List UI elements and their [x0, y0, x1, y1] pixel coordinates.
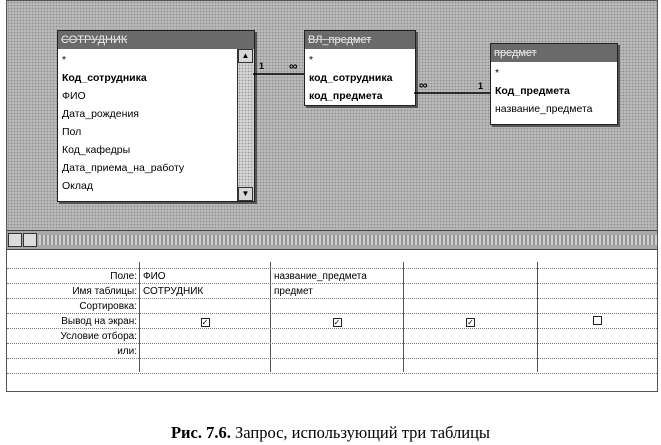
show-checkbox[interactable]: ✓ [467, 318, 474, 327]
field-item[interactable]: название_предмета [495, 103, 593, 115]
grid-cell-table-1[interactable]: СОТРУДНИК [143, 286, 204, 297]
row-label: или: [117, 346, 137, 357]
grid-cell-criteria-3[interactable] [404, 329, 537, 344]
row-label: Поле: [110, 271, 137, 282]
relation-many-label: ∞ [289, 59, 298, 73]
field-item[interactable]: Код_сотрудника [62, 72, 147, 84]
grid-row-field [7, 268, 657, 284]
splitter-left-arrow-icon[interactable] [8, 233, 22, 247]
splitter-right-arrow-icon[interactable] [23, 233, 37, 247]
grid-row-or [7, 343, 657, 359]
grid-cell-or-1[interactable] [140, 344, 270, 359]
relation-one-label: 1 [259, 61, 265, 71]
grid-cell-show-3 [404, 314, 537, 329]
grid-cell-field-2[interactable]: название_предмета [274, 271, 367, 282]
field-list-subject-title[interactable]: предмет [491, 44, 617, 62]
grid-cell-table-2[interactable]: предмет [274, 286, 313, 297]
field-item[interactable]: * [495, 67, 500, 79]
grid-cell-or-3[interactable] [404, 344, 537, 359]
show-checkbox[interactable] [593, 316, 602, 325]
field-item[interactable]: * [309, 54, 314, 66]
grid-cell-show-1 [140, 314, 270, 329]
row-label: Условие отбора: [60, 331, 137, 342]
grid-cell-show-2 [271, 314, 403, 329]
grid-cell-or-4[interactable] [538, 344, 656, 359]
grid-row-extra [7, 373, 657, 389]
grid-row-show [7, 313, 657, 329]
field-list-link[interactable] [304, 30, 416, 106]
horizontal-scrollbar[interactable] [39, 235, 657, 245]
grid-cell-table-3[interactable] [404, 284, 537, 299]
grid-row-criteria [7, 328, 657, 344]
scroll-down-arrow-icon[interactable]: ▼ [238, 187, 253, 201]
grid-cell-table-4[interactable] [538, 284, 656, 299]
field-item[interactable]: Код_кафедры [62, 144, 131, 156]
grid-row-sort [7, 298, 657, 314]
field-item[interactable]: Дата_приема_на_работу [62, 162, 185, 174]
grid-cell-criteria-4[interactable] [538, 329, 656, 344]
grid-cell-field-1[interactable]: ФИО [143, 271, 166, 282]
field-item[interactable]: код_сотрудника [309, 72, 393, 84]
row-label: Имя таблицы: [72, 286, 137, 297]
grid-cell-sort-1[interactable] [140, 299, 270, 314]
grid-cell-sort-2[interactable] [271, 299, 403, 314]
field-item[interactable]: Дата_рождения [62, 108, 139, 120]
grid-cell-field-3[interactable] [404, 269, 537, 284]
grid-cell-or-2[interactable] [271, 344, 403, 359]
field-item[interactable]: Пол [62, 126, 82, 138]
grid-cell-sort-3[interactable] [404, 299, 537, 314]
figure-caption-text: Запрос, использующий три таблицы [235, 423, 491, 442]
grid-cell-criteria-2[interactable] [271, 329, 403, 344]
figure-caption [0, 423, 661, 443]
field-item[interactable]: Оклад [62, 180, 93, 192]
query-design-grid [7, 250, 657, 391]
grid-cell-sort-4[interactable] [538, 299, 656, 314]
scroll-up-arrow-icon[interactable]: ▲ [238, 49, 253, 63]
vertical-scrollbar[interactable] [237, 49, 254, 201]
field-list-link-title[interactable]: ВЛ_предмет [305, 31, 415, 49]
show-checkbox[interactable]: ✓ [201, 318, 209, 327]
row-label: Вывод на экран: [61, 316, 137, 327]
grid-cell-criteria-1[interactable] [140, 329, 270, 344]
grid-cell-field-4[interactable] [538, 269, 656, 284]
show-checkbox[interactable]: ✓ [333, 318, 341, 327]
query-designer-window [6, 0, 658, 392]
field-item[interactable]: ФИО [62, 90, 86, 102]
field-item[interactable]: * [62, 54, 67, 66]
field-item[interactable]: код_предмета [309, 90, 383, 102]
qbe-grid [7, 268, 657, 373]
grid-row-extra [7, 358, 657, 374]
field-item[interactable]: Код_предмета [495, 85, 570, 97]
row-label: Сортировка: [79, 301, 137, 312]
pane-splitter[interactable] [7, 230, 657, 250]
relation-one-label: 1 [478, 81, 484, 91]
table-pane[interactable] [7, 1, 657, 230]
grid-cell-show-4 [538, 314, 656, 329]
field-list-employees-title[interactable]: СОТРУДНИК [58, 31, 254, 49]
field-list-subject[interactable] [490, 43, 618, 125]
field-list-employees[interactable] [57, 30, 255, 202]
relation-many-label: ∞ [419, 78, 428, 92]
figure-number: Рис. 7.6. [170, 423, 231, 442]
grid-row-table [7, 283, 657, 299]
